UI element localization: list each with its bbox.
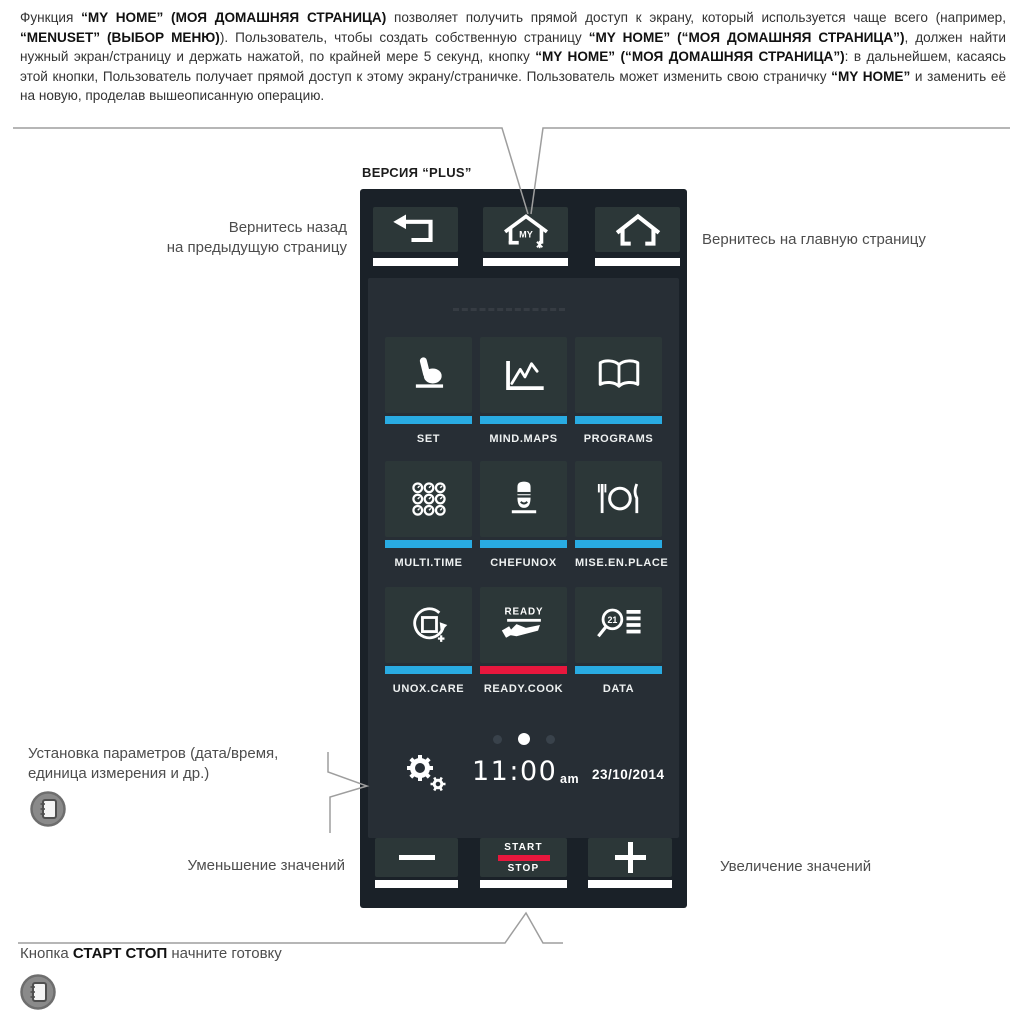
tile-button[interactable] xyxy=(480,337,567,413)
plate-cutlery-icon xyxy=(589,476,649,522)
tile-underline xyxy=(575,666,662,674)
svg-text:MY: MY xyxy=(518,228,533,239)
minus-button[interactable] xyxy=(375,838,458,877)
tile-underline xyxy=(385,666,472,674)
touch-screen xyxy=(368,278,679,838)
tile-label: SET xyxy=(416,433,441,445)
page-dot[interactable] xyxy=(546,735,555,744)
annotation-home: Вернитесь на главную страницу xyxy=(702,231,926,248)
tile-button[interactable] xyxy=(385,337,472,413)
ctrl-underline xyxy=(588,880,672,888)
tile-underline xyxy=(575,416,662,424)
tile-multi-time[interactable] xyxy=(385,461,472,569)
tile-underline xyxy=(480,416,567,424)
tile-chefunox[interactable] xyxy=(480,461,567,569)
open-book-icon xyxy=(589,352,649,398)
tile-underline xyxy=(575,540,662,548)
my-home-button[interactable] xyxy=(483,207,568,252)
multi-timer-icon xyxy=(399,476,459,522)
tile-underline xyxy=(385,416,472,424)
tile-data[interactable] xyxy=(575,587,662,695)
tile-label: MISE.EN.PLACE xyxy=(575,557,669,569)
tile-button[interactable] xyxy=(575,587,662,663)
svg-text:READY: READY xyxy=(503,606,544,618)
tile-label: DATA xyxy=(602,683,635,695)
nav-back xyxy=(373,207,458,266)
plus-button[interactable] xyxy=(588,838,672,877)
date-display: 23/10/2014 xyxy=(592,767,665,782)
tile-button[interactable] xyxy=(385,587,472,663)
tile-mise-en-place[interactable] xyxy=(575,461,669,569)
nav-underline xyxy=(373,258,458,266)
tile-label: READY.COOK xyxy=(483,683,564,695)
chef-icon xyxy=(494,476,554,522)
tile-set[interactable] xyxy=(385,337,472,445)
ready-hand-icon xyxy=(494,602,554,648)
start-stop-button[interactable] xyxy=(480,838,567,877)
tile-label: UNOX.CARE xyxy=(392,683,465,695)
tile-underline xyxy=(385,540,472,548)
ctrl-minus xyxy=(375,838,458,888)
tile-button[interactable] xyxy=(385,461,472,537)
manual-booklet-icon xyxy=(28,789,68,829)
tile-mind-maps[interactable] xyxy=(480,337,567,445)
stop-label: STOP xyxy=(507,862,540,874)
home-button[interactable] xyxy=(595,207,680,252)
nav-my-home xyxy=(483,207,568,266)
ctrl-plus xyxy=(588,838,672,888)
tile-label: PROGRAMS xyxy=(583,433,654,445)
tile-ready-cook[interactable] xyxy=(480,587,567,695)
start-label: START xyxy=(504,841,543,853)
tile-programs[interactable] xyxy=(575,337,662,445)
version-heading: ВЕРСИЯ “PLUS” xyxy=(362,165,472,180)
line-chart-icon xyxy=(494,352,554,398)
clock-time: 11:00 xyxy=(472,756,558,787)
home-icon xyxy=(608,210,668,250)
press-hand-icon xyxy=(399,352,459,398)
page-indicator xyxy=(368,733,679,745)
intro-paragraph: Функция “MY HOME” (МОЯ ДОМАШНЯЯ СТРАНИЦА) позволяет получить прямой доступ к экрану, который используется чаще всего (например, “MENUSET” (ВЫБОР МЕНЮ)). Пользователь, чтобы создать собственную страницу “MY HOME” (“МОЯ ДОМАШНЯЯ СТРАНИЦА”), должен найти нужный экран/страницу и держать нажатой, по крайней мере 5 секунд, кнопку “MY HOME” (“МОЯ ДОМАШНЯЯ СТРАНИЦА”): в дальнейшем, касаясь этой кнопки, Пользователь получает прямой доступ к этому экрану/страничке. Пользователь может изменить свою страничку “MY HOME” и заменить её на новую, проделав вышеописанную операцию. xyxy=(20,10,1007,104)
settings-gear-icon[interactable] xyxy=(402,750,448,796)
tile-button[interactable] xyxy=(480,587,567,663)
annotation-decrease: Уменьшение значений xyxy=(187,857,345,874)
page-dot-active[interactable] xyxy=(518,733,530,745)
tile-underline xyxy=(480,540,567,548)
back-icon xyxy=(386,210,446,250)
tile-button[interactable] xyxy=(575,337,662,413)
start-stop-red-bar xyxy=(498,855,550,861)
annotation-start-stop: Кнопка СТАРТ СТОП начните готовку xyxy=(20,945,282,962)
refresh-square-icon xyxy=(399,602,459,648)
annotation-settings: Установка параметров (дата/время, единица измерения и др.) xyxy=(28,745,279,782)
annotation-increase: Увеличение значений xyxy=(720,858,872,875)
tile-underline xyxy=(480,666,567,674)
faint-dashes xyxy=(453,308,565,311)
ctrl-underline xyxy=(480,880,567,888)
clock-meridiem: am xyxy=(560,772,580,786)
annotation-back: Вернитесь назад на предыдущую страницу xyxy=(166,219,347,256)
ctrl-start-stop xyxy=(480,838,567,888)
my-home-icon xyxy=(496,210,556,250)
tile-unox-care[interactable] xyxy=(385,587,472,695)
back-button[interactable] xyxy=(373,207,458,252)
tile-button[interactable] xyxy=(575,461,662,537)
page-dot[interactable] xyxy=(493,735,502,744)
svg-text:21: 21 xyxy=(606,615,617,626)
tile-label: MULTI.TIME xyxy=(394,557,463,569)
tile-label: MIND.MAPS xyxy=(489,433,558,445)
nav-home xyxy=(595,207,680,266)
manual-booklet-icon xyxy=(18,972,58,1012)
ctrl-underline xyxy=(375,880,458,888)
minus-icon xyxy=(399,855,435,860)
search-list-icon xyxy=(589,602,649,648)
plus-icon xyxy=(615,842,646,873)
nav-underline xyxy=(595,258,680,266)
oven-control-panel xyxy=(360,189,687,908)
nav-underline xyxy=(483,258,568,266)
tile-label: CHEFUNOX xyxy=(490,557,557,569)
tile-button[interactable] xyxy=(480,461,567,537)
